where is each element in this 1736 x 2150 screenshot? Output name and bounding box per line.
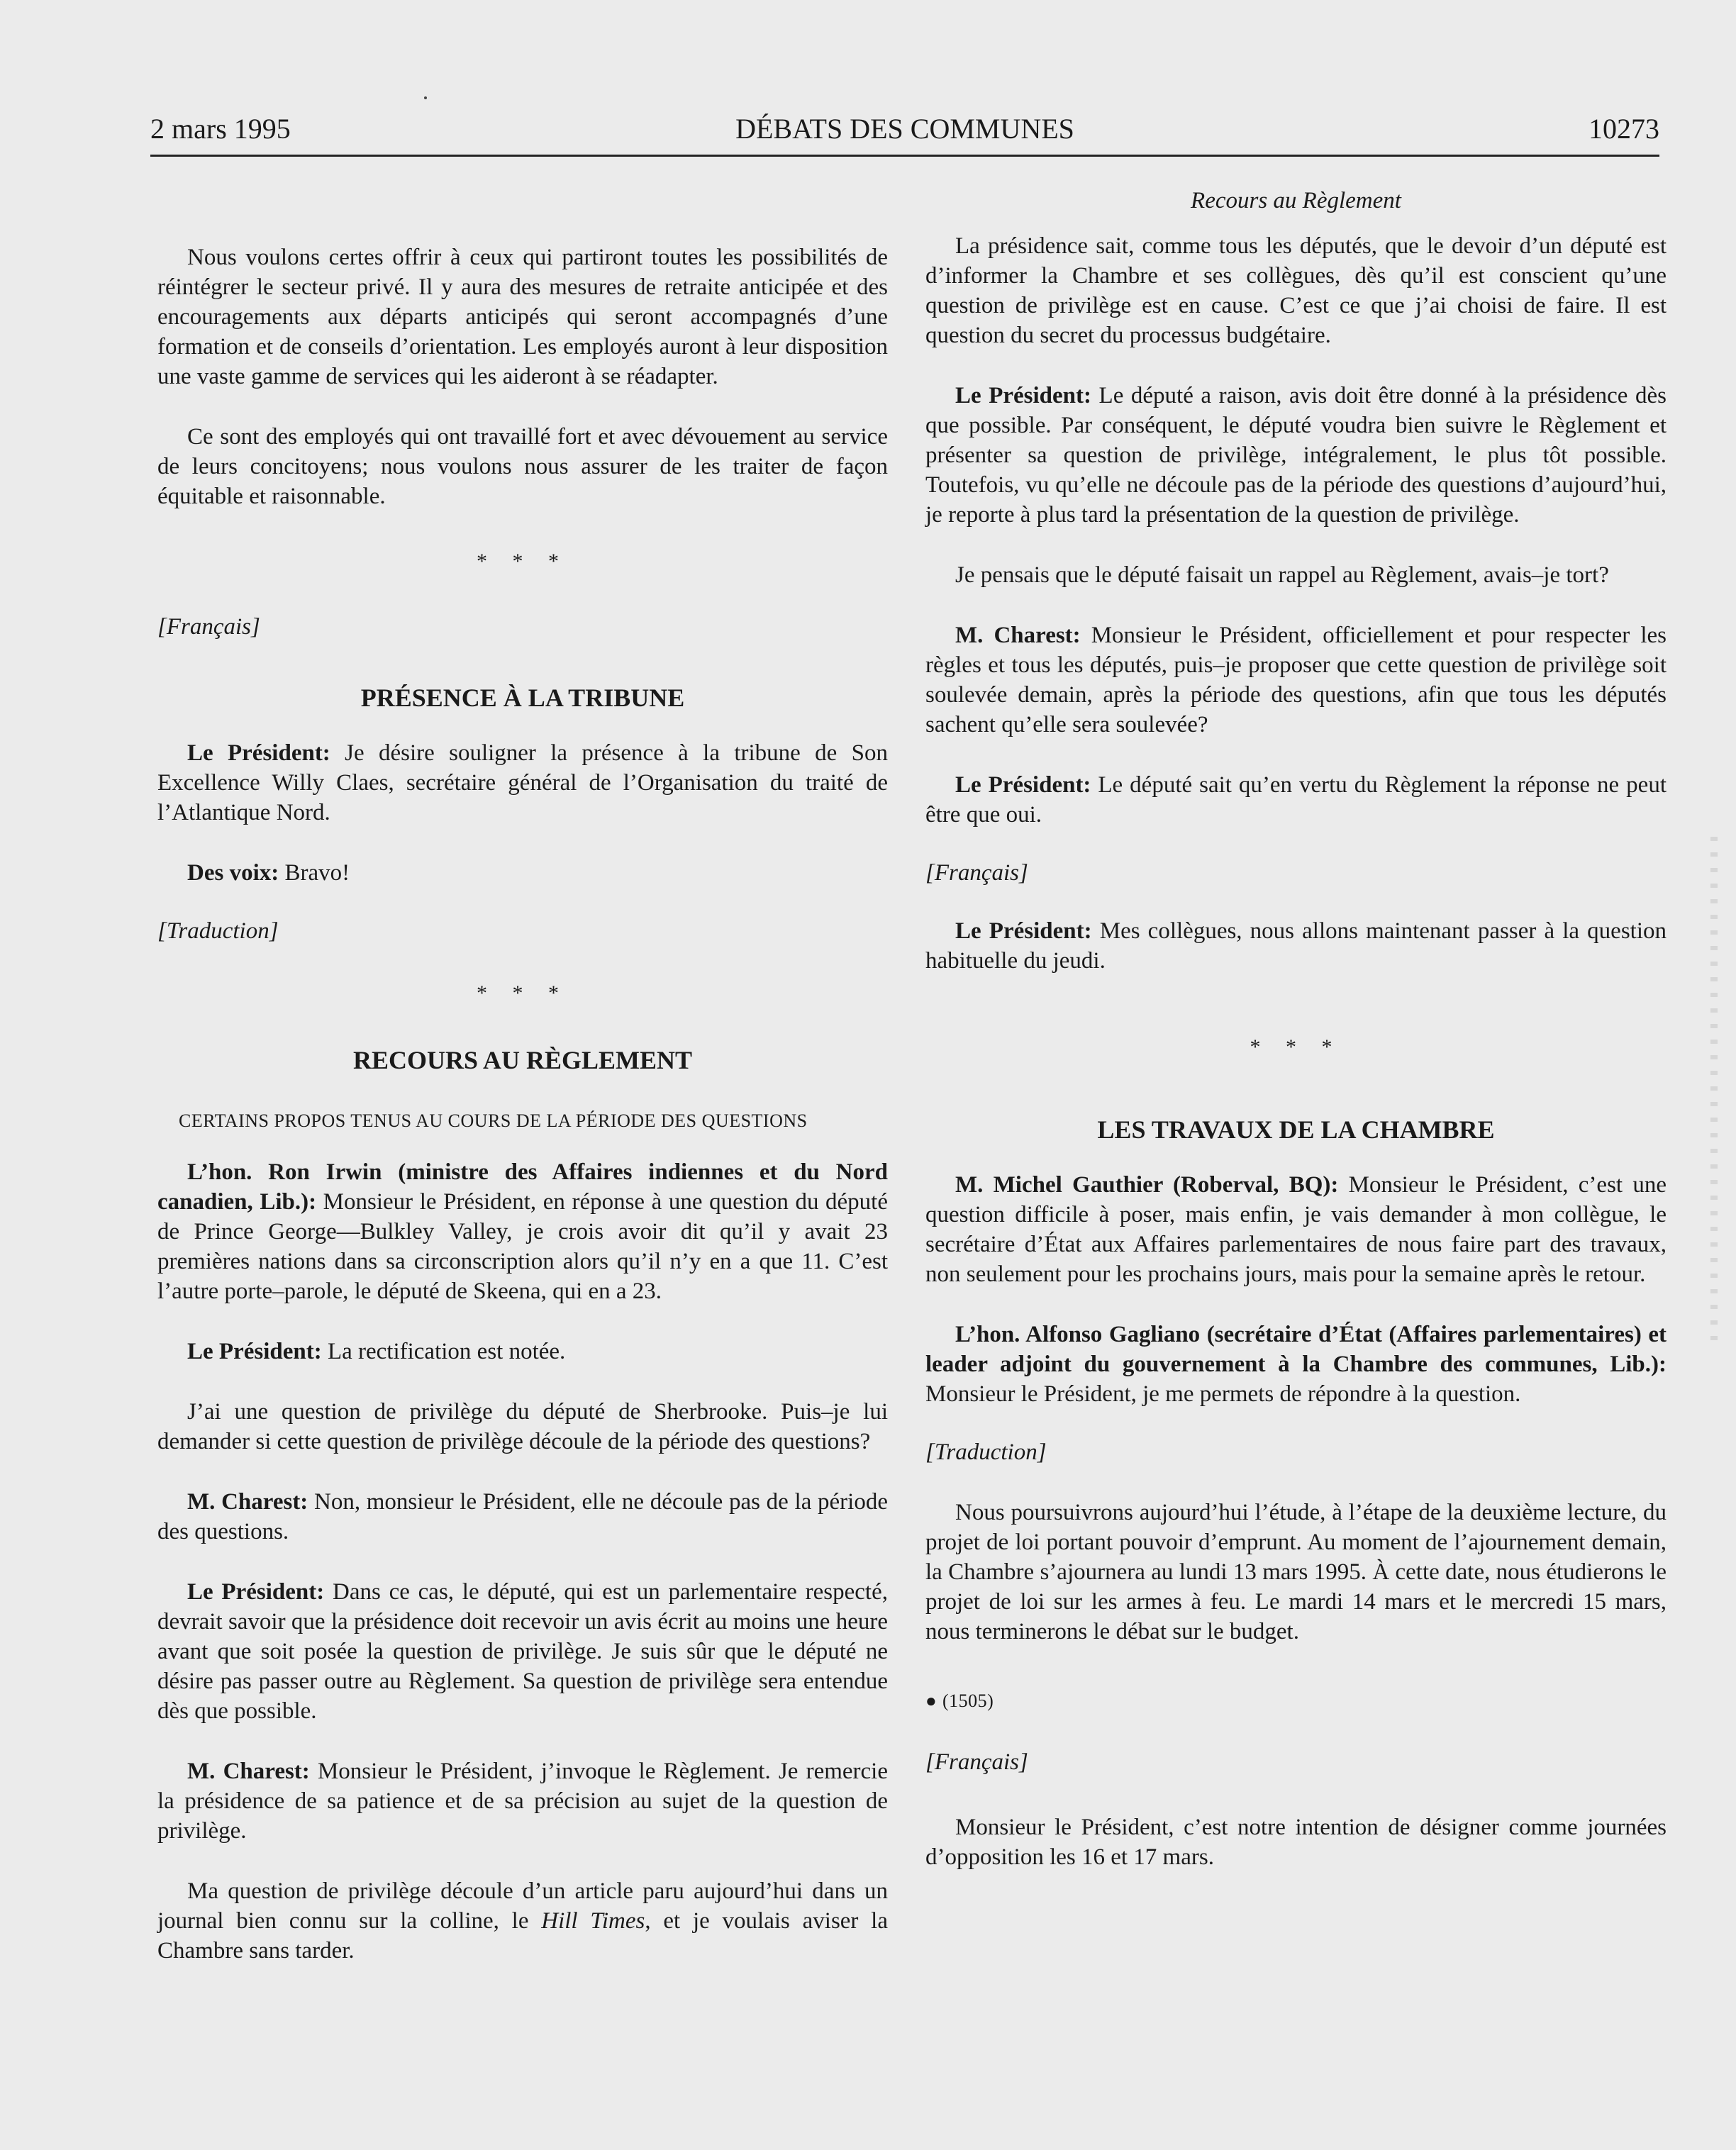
speaker-name: M. Michel Gauthier (Roberval, BQ): bbox=[955, 1172, 1339, 1198]
language-note: [Traduction] bbox=[925, 1439, 1047, 1465]
paragraph bbox=[157, 1487, 888, 1547]
speech-text: Monsieur le Président, je me permets de répondre à la question. bbox=[925, 1381, 1521, 1407]
header-page-number: 10273 bbox=[1588, 113, 1659, 145]
scan-margin-noise bbox=[1710, 837, 1718, 1347]
paragraph bbox=[925, 620, 1667, 740]
speech-text: Bravo! bbox=[279, 860, 350, 886]
paragraph bbox=[157, 858, 888, 888]
speaker-name: Le Président: bbox=[187, 740, 330, 766]
speaker-name: Le Président: bbox=[955, 383, 1091, 408]
language-note: [Français] bbox=[925, 1749, 1028, 1775]
speech-text: Dans ce cas, le député, qui est un parlementaire respecté, devrait savoir que la présidence doit recevoir un avis écrit au moins une heure avant que soit posée la question de privilège. Je suis sûr que le député ne désire pas passer outre au Règlement. Sa question de privilège sera entendue dès que possible. bbox=[157, 1579, 888, 1724]
language-note: [Traduction] bbox=[157, 918, 279, 944]
speech-text: Monsieur le Président, c’est une question difficile à poser, mais enfin, je vais demander à mon collègue, le secrétaire d’État aux Affaires parlementaires de nous faire part des travaux, non seulement pour les prochains jours, mais pour la semaine après le retour. bbox=[925, 1172, 1667, 1287]
language-note: [Français] bbox=[925, 860, 1028, 886]
time-marker bbox=[925, 1685, 1667, 1716]
section-heading: LES TRAVAUX DE LA CHAMBRE bbox=[1097, 1115, 1495, 1144]
speech-text: Le député sait qu’en vertu du Règlement la réponse ne peut être que oui. bbox=[925, 772, 1667, 828]
paragraph bbox=[925, 1170, 1667, 1289]
paragraph: J’ai une question de privilège du député de Sherbrooke. Puis–je lui demander si cette question de privilège découle de la période des questions? bbox=[157, 1399, 888, 1454]
speech-text: Monsieur le Président, officiellement et pour respecter les règles et tous les députés, puis–je proposer que cette question de privilège soit soulevée demain, après la période des questions, afin que tous les députés sachent qu’elle sera soulevée? bbox=[925, 623, 1667, 737]
right-column bbox=[925, 177, 1667, 1872]
paragraph bbox=[157, 738, 888, 828]
speech-text: Mes collègues, nous allons maintenant passer à la question habituelle du jeudi. bbox=[925, 918, 1667, 974]
speech-text: Je désire souligner la présence à la tribune de Son Excellence Willy Claes, secrétaire général de l’Organisation du traité de l’Atlantique Nord. bbox=[157, 740, 888, 825]
paragraph bbox=[925, 381, 1667, 530]
speaker-name: Le Président: bbox=[187, 1339, 322, 1364]
time-stamp: (1505) bbox=[942, 1691, 994, 1711]
speaker-name: M. Charest: bbox=[955, 623, 1081, 648]
running-head: Recours au Règlement bbox=[1191, 188, 1401, 213]
paragraph bbox=[925, 1320, 1667, 1409]
page-header bbox=[150, 112, 1659, 155]
paragraph: Nous voulons certes offrir à ceux qui partiront toutes les possibilités de réintégrer le secteur privé. Il y aura des mesures de retraite anticipée et des encouragements aux départs anticipés qui seront accompagnés d’une formation et de conseils d’orientation. Les employés auront à leur disposition une vaste gamme de services qui les aideront à se réadapter. bbox=[157, 245, 888, 389]
paragraph: Ce sont des employés qui ont travaillé fort et avec dévouement au service de leurs concitoyens; nous voulons nous assurer de les traiter de façon équitable et raisonnable. bbox=[157, 424, 888, 509]
paragraph: Monsieur le Président, c’est notre intention de désigner comme journées d’opposition les 16 et 17 mars. bbox=[925, 1815, 1667, 1870]
subheading: CERTAINS PROPOS TENUS AU COURS DE LA PÉRIODE DES QUESTIONS bbox=[179, 1110, 808, 1131]
speaker-name: M. Charest: bbox=[187, 1489, 308, 1515]
speech-text: La rectification est notée. bbox=[321, 1339, 566, 1364]
section-separator: * * * bbox=[1250, 1035, 1342, 1059]
speaker-name: M. Charest: bbox=[187, 1759, 310, 1784]
speech-text: Monsieur le Président, en réponse à une question du député de Prince George—Bulkley Valley, je crois avoir dit qu’il y avait 23 premières nations dans sa circonscription alors qu’il n’y en a que 11. C’est l’autre porte–parole, le député de Skeena, qui en a 23. bbox=[157, 1189, 888, 1304]
speech-text: , et je voulais aviser la Chambre sans tarder. bbox=[157, 1908, 888, 1964]
paragraph bbox=[157, 1337, 888, 1366]
paragraph bbox=[157, 1577, 888, 1726]
bullet-icon: ● bbox=[925, 1691, 937, 1711]
paragraph: Je pensais que le député faisait un rappel au Règlement, avais–je tort? bbox=[955, 562, 1609, 588]
paragraph bbox=[925, 916, 1667, 976]
speech-text: Non, monsieur le Président, elle ne découle pas de la période des questions. bbox=[157, 1489, 888, 1544]
paragraph: La présidence sait, comme tous les députés, que le devoir d’un député est d’informer la Chambre et ses collègues, dès qu’il est conscient qu’une question de privilège est en cause. C’est ce que j’ai choisi de faire. Il est question du secret du processus budgétaire. bbox=[925, 233, 1667, 348]
section-separator: * * * bbox=[477, 981, 569, 1005]
paragraph bbox=[157, 1756, 888, 1846]
header-date: 2 mars 1995 bbox=[150, 113, 291, 145]
paragraph bbox=[925, 770, 1667, 830]
paragraph bbox=[157, 1876, 888, 1966]
speaker-name: Des voix: bbox=[187, 860, 279, 886]
header-rule bbox=[150, 155, 1659, 157]
scan-speck bbox=[424, 96, 427, 99]
speaker-name: L’hon. Ron Irwin (ministre des Affaires indiennes et du Nord canadien, Lib.): bbox=[157, 1159, 888, 1215]
speaker-name: Le Président: bbox=[187, 1579, 325, 1605]
speech-text: Ma question de privilège découle d’un article paru aujourd’hui dans un journal bien connu sur la colline, le bbox=[157, 1878, 888, 1934]
speech-text: Monsieur le Président, j’invoque le Règlement. Je remercie la présidence de sa patience et de sa précision au sujet de la question de privilège. bbox=[157, 1759, 888, 1844]
speech-text: Le député a raison, avis doit être donné à la présidence dès que possible. Par conséquent, le député voudra bien suivre le Règlement et présenter sa question de privilège, intégralement, le plus tôt possible. Toutefois, vu qu’elle ne découle pas de la période des questions d’aujourd’hui, je reporte à plus tard la présentation de la question de privilège. bbox=[925, 383, 1667, 528]
section-heading: PRÉSENCE À LA TRIBUNE bbox=[360, 684, 685, 712]
section-heading: RECOURS AU RÈGLEMENT bbox=[352, 1046, 693, 1074]
newspaper-title: Hill Times bbox=[541, 1908, 645, 1934]
paragraph bbox=[157, 1157, 888, 1306]
language-note: [Français] bbox=[157, 614, 260, 640]
speaker-name: Le Président: bbox=[955, 772, 1091, 798]
paragraph: Nous poursuivrons aujourd’hui l’étude, à l’étape de la deuxième lecture, du projet de loi portant pouvoir d’emprunt. Au moment de l’ajournement demain, la Chambre s’ajournera au lundi 13 mars 1995. À cette date, nous étudierons le projet de loi sur les armes à feu. Le mardi 14 mars et le mercredi 15 mars, nous terminerons le débat sur le budget. bbox=[925, 1500, 1667, 1644]
section-separator: * * * bbox=[477, 550, 569, 573]
speaker-name: Le Président: bbox=[955, 918, 1092, 944]
left-column bbox=[157, 177, 888, 1966]
speaker-name: L’hon. Alfonso Gagliano (secrétaire d’État (Affaires parlementaires) et leader adjoint du gouvernement à la Chambre des communes, Lib.): bbox=[925, 1322, 1667, 1377]
header-title: DÉBATS DES COMMUNES bbox=[735, 113, 1074, 145]
